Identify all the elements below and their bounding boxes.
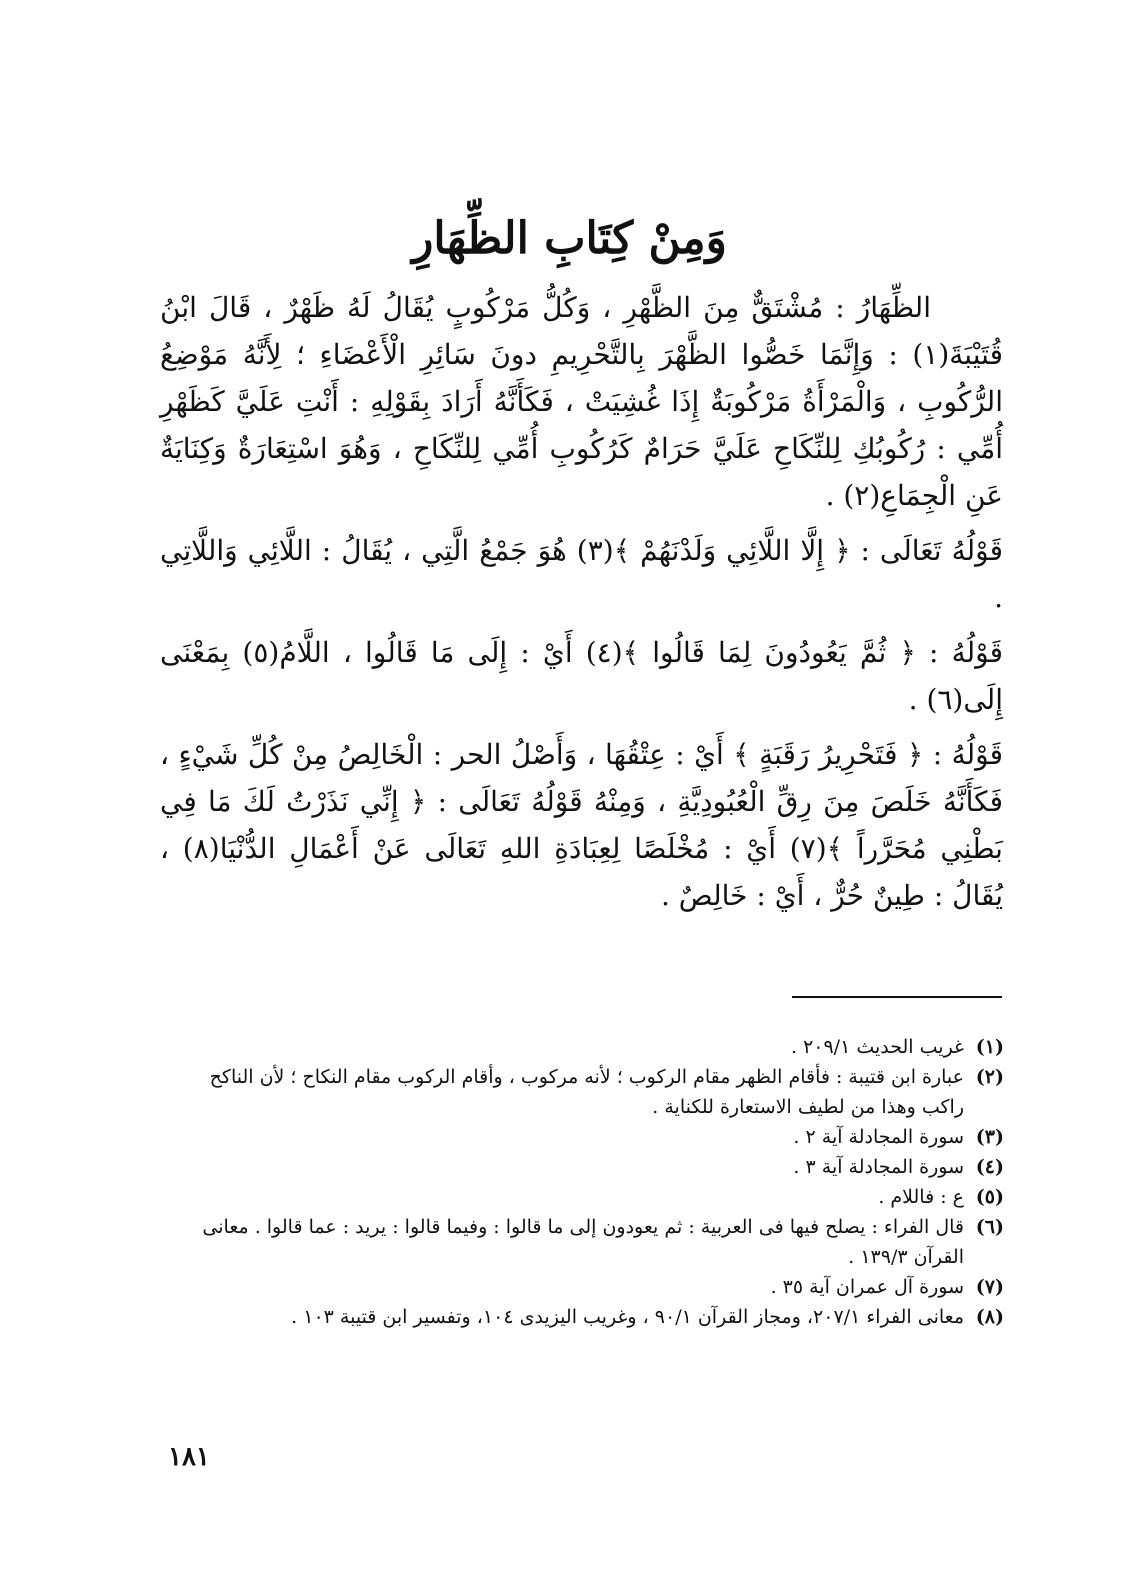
footnote-number: (٤) <box>975 1156 1004 1178</box>
footnote-text: سورة آل عمران آية ٣٥ . <box>770 1276 964 1298</box>
footnote-text: ع : فاللام . <box>878 1186 964 1208</box>
footnote-item <box>166 1302 1004 1332</box>
main-text <box>160 284 1003 927</box>
footnote-item <box>166 1182 1004 1212</box>
footnote-text: سورة المجادلة آية ٢ . <box>793 1126 964 1148</box>
footnote-number: (٨) <box>975 1306 1004 1328</box>
footnote-item <box>166 1272 1004 1302</box>
footnote-number: (١) <box>975 1036 1004 1058</box>
footnote-divider <box>792 996 1002 998</box>
footnote-text: عبارة ابن قتيبة : فأقام الظهر مقام الركوب ؛ لأنه مركوب ، وأقام الركوب مقام النكاح ؛ لأن الناكح راكب وهذا من لطيف الاستعارة للكناية . <box>209 1066 964 1118</box>
footnote-number: (٥) <box>975 1186 1004 1208</box>
paragraph-yaudun: قَوْلُهُ : ﴿ ثُمَّ يَعُودُونَ لِمَا قَالُوا ﴾(٤) أَيْ : إِلَى مَا قَالُوا ، اللَّامُ(٥) بِمَعْنَى إِلَى(٦) . <box>160 636 1003 716</box>
page-number: ١٨١ <box>168 1442 210 1472</box>
footnote-number: (٦) <box>975 1216 1004 1238</box>
footnote-number: (٣) <box>975 1126 1004 1148</box>
footnote-number: (٧) <box>975 1276 1004 1298</box>
paragraph-zihar-definition: الظِّهَارُ : مُشْتَقٌّ مِنَ الظَّهْرِ ، وَكُلُّ مَرْكُوبٍ يُقَالُ لَهُ ظَهْرٌ ، قَالَ ابْنُ قُتَيْبَةَ(١) : وَإِنَّمَا خَصُّوا الظَّهْرَ بِالتَّحْرِيمِ دونَ سَائِرِ الْأَعْضَاءِ ؛ لِأَنَّهُ مَوْضِعُ الرُّكُوبِ ، وَالْمَرْأَةُ مَرْكُوبَةٌ إِذَا غُشِيَتْ ، فَكَأَنَّهُ أَرَادَ بِقَوْلِهِ : أَنْتِ عَلَيَّ كَظَهْرِ أُمِّي : رُكُوبُكِ لِلنِّكَاحِ عَلَيَّ حَرَامٌ كَرُكُوبِ أُمِّي لِلنِّكَاحِ ، وَهُوَ اسْتِعَارَةٌ وَكِنَايَةٌ عَنِ الْجِمَاعِ(٢) . <box>160 291 1003 512</box>
chapter-title: وَمِنْ كِتَابِ الظِّهَارِ <box>412 213 727 265</box>
footnote-item <box>166 1152 1004 1182</box>
footnotes <box>166 1032 1004 1332</box>
footnote-item <box>166 1062 1004 1122</box>
footnote-text: غريب الحديث ٢٠٩/١ . <box>790 1036 964 1058</box>
footnote-item <box>166 1032 1004 1062</box>
footnote-number: (٢) <box>975 1066 1004 1088</box>
footnote-text: معانى الفراء ٢٠٧/١، ومجاز القرآن ٩٠/١ ، وغريب اليزيدى ١٠٤، وتفسير ابن قتيبة ١٠٣ . <box>291 1306 964 1328</box>
footnote-text: قال الفراء : يصلح فيها فى العربية : ثم يعودون إلى ما قالوا : وفيما قالوا : يريد : عما قالوا . معانى القرآن ١٣٩/٣ . <box>202 1216 964 1268</box>
paragraph-allai: قَوْلُهُ تَعَالَى : ﴿ إِلَّا اللَّائِي وَلَدْنَهُمْ ﴾(٣) هُوَ جَمْعُ الَّتِي ، يُقَالُ : اللَّائِي وَاللَّاتِي . <box>160 534 1003 614</box>
footnote-item <box>166 1122 1004 1152</box>
paragraph-tahrir: قَوْلُهُ : ﴿ فَتَحْرِيرُ رَقَبَةٍ ﴾ أَيْ : عِتْقُهَا ، وَأَصْلُ الحر : الْخَالِصُ مِنْ كُلِّ شَيْءٍ ، فَكَأَنَّهُ خَلَصَ مِنَ رِقِّ الْعُبُودِيَّةِ ، وَمِنْهُ قَوْلُهُ تَعَالَى : ﴿ إِنِّي نَذَرْتُ لَكَ مَا فِي بَطْنِي مُحَرَّراً ﴾(٧) أَيْ : مُخْلَصًا لِعِبَادَةِ اللهِ تَعَالَى عَنْ أَعْمَالِ الدُّنْيَا(٨) ، يُقَالُ : طِينٌ حُرٌّ ، أَيْ : خَالِصٌ . <box>160 738 1004 912</box>
footnote-text: سورة المجادلة آية ٣ . <box>793 1156 964 1178</box>
footnote-item <box>166 1212 1004 1272</box>
